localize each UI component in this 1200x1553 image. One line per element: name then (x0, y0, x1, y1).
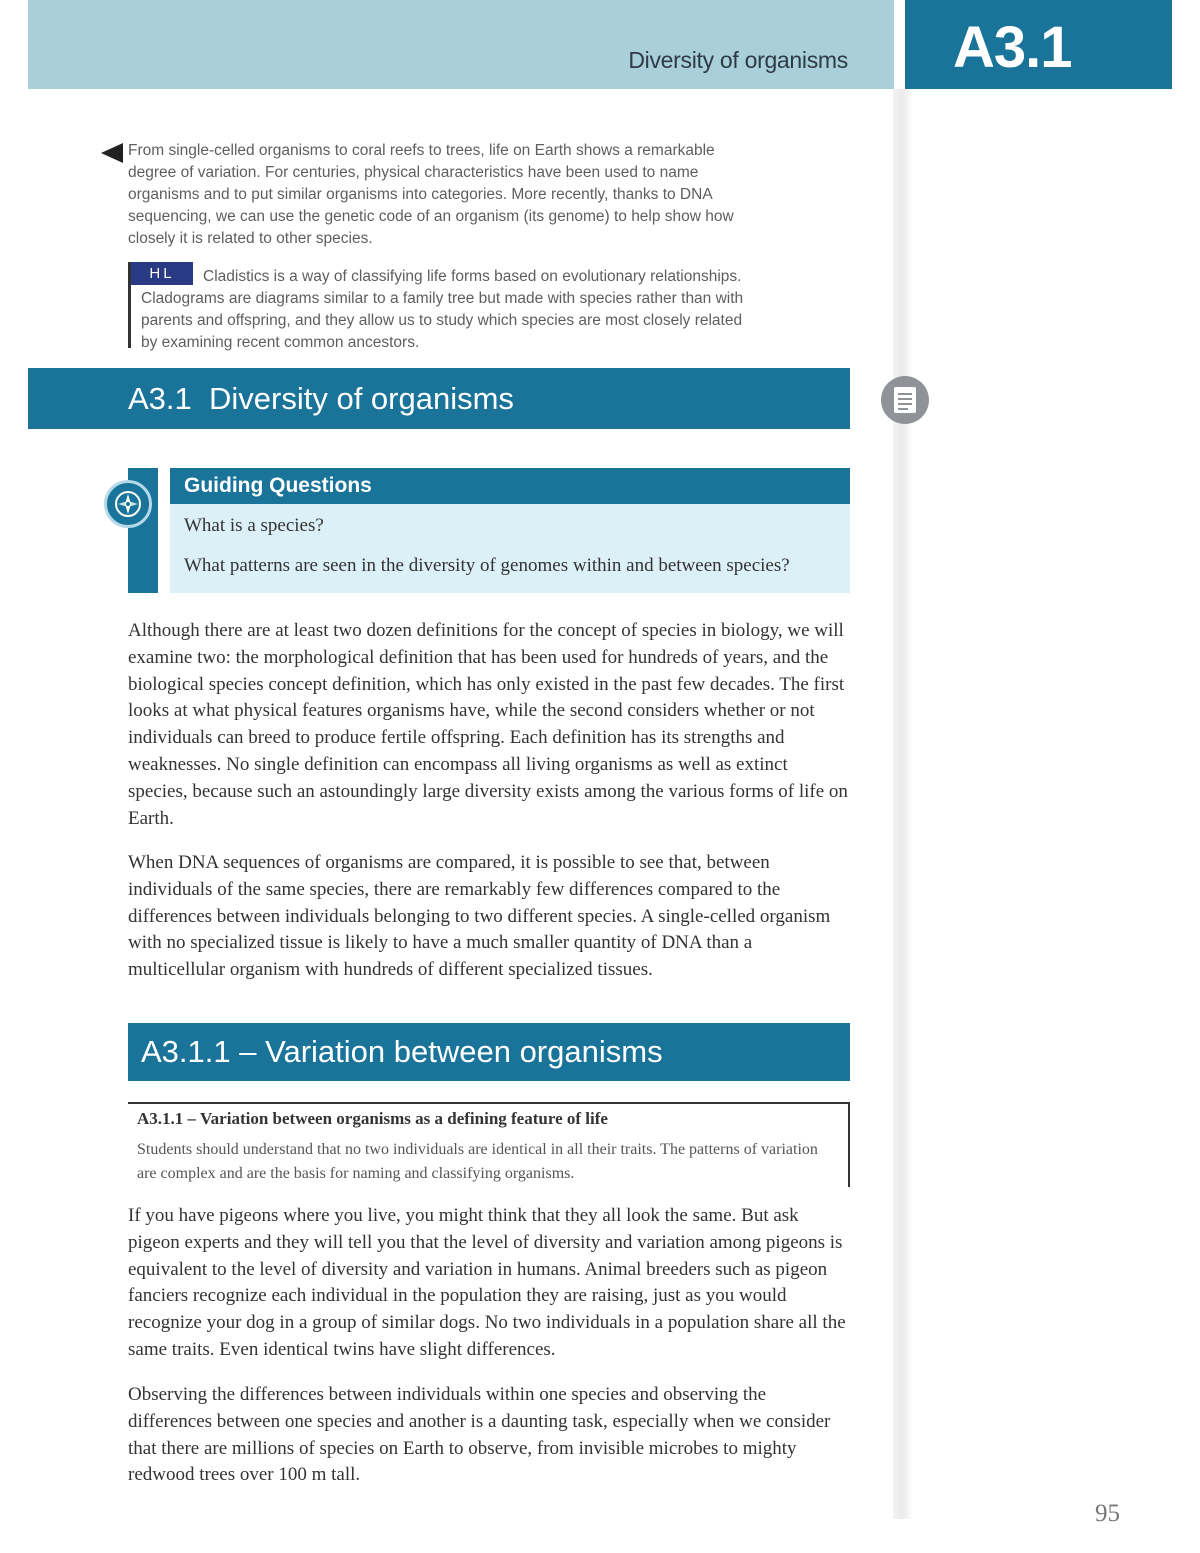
chapter-code-box (905, 0, 1172, 89)
subsection-title: A3.1.1 – Variation between organisms (141, 1034, 663, 1069)
syllabus-text: Students should understand that no two individuals are identical in all their traits. The patterns of variation are complex and are the basis for naming and classifying organisms. (137, 1141, 818, 1182)
compass-glyph (112, 488, 144, 520)
compass-icon (104, 480, 152, 528)
document-glyph (891, 385, 919, 415)
notes-icon[interactable] (881, 376, 929, 424)
back-arrow-icon[interactable] (101, 143, 123, 163)
guiding-question: What is a species? (184, 515, 324, 536)
intro-text: From single-celled organisms to coral reefs to trees, life on Earth shows a remarkable degree of variation. For centuries, physical characteristics have been used to name organisms and to put similar organisms into categories. More recently, thanks to DNA sequencing, we can use the genetic code of an organism (its genome) to help show how closely it is related to other species. (128, 142, 734, 247)
syllabus-title: A3.1.1 – Variation between organisms as a defining feature of life (137, 1109, 608, 1128)
page-number: 95 (1095, 1500, 1120, 1527)
margin-rail (893, 89, 913, 1519)
guiding-questions-heading: Guiding Questions (184, 474, 372, 497)
hl-tag: HL (131, 262, 193, 285)
hl-box (128, 262, 751, 351)
body-paragraph: When DNA sequences of organisms are compared, it is possible to see that, between individuals of the same species, there are remarkably few differences compared to the differences between individuals belonging to two different species. A single-celled organism with no specialized tissue is likely to have a much smaller quantity of DNA than a multicellular organism with hundreds of different specialized tissues. (128, 852, 831, 981)
section-title: A3.1 Diversity of organisms (128, 381, 514, 416)
body-paragraph: Although there are at least two dozen definitions for the concept of species in biology, we will examine two: the morphological definition that has been used for hundreds of years, and the biological species concept definition, which has only existed in the past few decades. The first looks at what physical features organisms have, while the second considers whether or not individuals can breed to produce fertile offspring. Each definition has its strengths and weaknesses. No single definition can encompass all living organisms as well as extinct species, because such an astoundingly large diversity exists among the various forms of life on Earth. (128, 620, 848, 829)
body-paragraph: If you have pigeons where you live, you might think that they all look the same. But ask pigeon experts and they will tell you that the level of diversity and variation among pigeons is equivalent to the level of diversity and variation in humans. Animal breeders such as pigeon fanciers recognize each individual in the population they are raising, just as you would recognize your dog in a group of similar dogs. No two individuals in a population share all the same traits. Even identical twins have slight differences. (128, 1205, 846, 1360)
chapter-code: A3.1 (953, 15, 1072, 80)
hl-text: Cladistics is a way of classifying life forms based on evolutionary relationships. Cladograms are diagrams similar to a family tree but made with species rather than with parents and offspring, and they allow us to study which species are most closely related by examining recent common ancestors. (141, 268, 744, 351)
header-band (28, 0, 894, 89)
guiding-questions-body (170, 504, 850, 593)
body-paragraph: Observing the differences between individuals within one species and observing the differences between one species and another is a daunting task, especially when we consider that there are millions of species on Earth to observe, from invisible microbes to mighty redwood trees over 100 m tall. (128, 1384, 831, 1486)
guiding-question: What patterns are seen in the diversity of genomes within and between species? (184, 555, 790, 576)
page-header-title: Diversity of organisms (628, 47, 848, 73)
guiding-questions-header (170, 468, 850, 504)
subsection-heading-bar (128, 1023, 850, 1081)
section-heading-bar (28, 368, 850, 429)
syllabus-box (128, 1102, 850, 1187)
